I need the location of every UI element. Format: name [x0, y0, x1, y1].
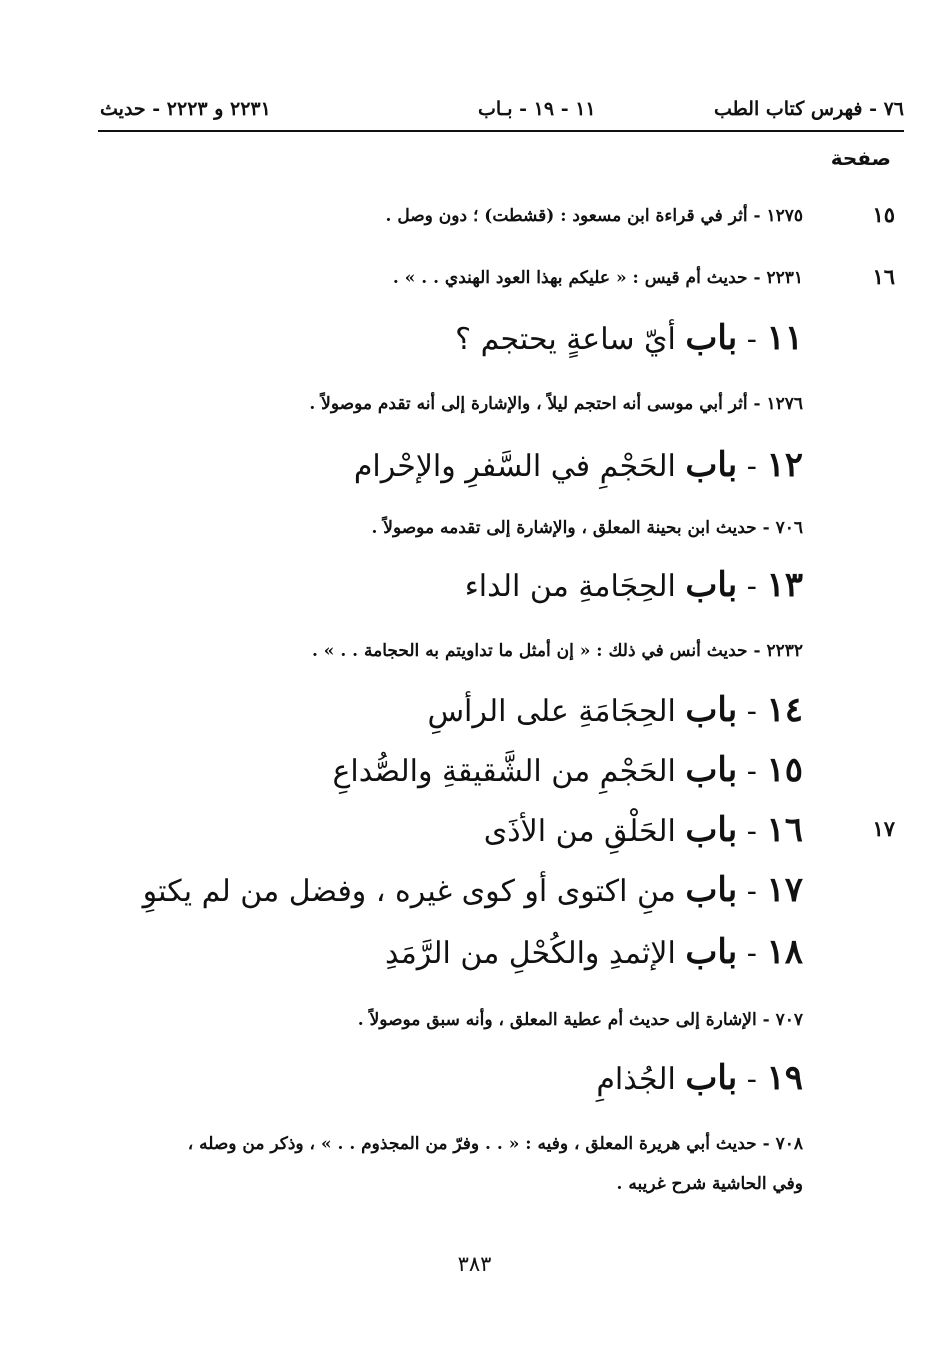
bab-heading: ١٤ - باب الحِجَامَةِ على الرأسِ: [427, 690, 803, 730]
entry-line: ٧٠٨ - حديث أبي هريرة المعلق ، وفيه : « . . وفرّ من المجذوم . . » ، وذكر من وصله ،: [187, 1134, 803, 1154]
index-entry: ٢٢٣٢ - حديث أنس في ذلك : « إن أمثل ما تداويتم به الحجامة . . » .: [311, 641, 803, 661]
header-chapter-title: ٧٦ - فهرس كتاب الطب: [713, 98, 904, 120]
bab-number: ١٧: [766, 870, 803, 910]
bab-heading: ١٢ - باب الحَجْمِ في السَّفرِ والإحْرام: [353, 445, 803, 485]
entry-line: وفي الحاشية شرح غريبه .: [616, 1174, 803, 1194]
bab-word: باب: [685, 318, 738, 358]
page-column-label: صفحة: [830, 146, 891, 170]
bab-heading: ١٧ - باب منِ اكتوى أو كوى غيره ، وفضل من لم يكتوِ: [142, 870, 803, 910]
bab-word: باب: [685, 810, 738, 850]
running-header: [98, 92, 904, 132]
header-hadith-range: ٢٢٣١ و ٢٢٢٣ - حديث: [100, 98, 271, 120]
header-bab-range: ١١ - ١٩ - بـاب: [478, 98, 596, 120]
bab-number: ١١: [766, 318, 803, 358]
page-ref: ١٧: [872, 816, 895, 841]
bab-heading: ١٦ - باب الحَلْقِ من الأذَى: [483, 810, 803, 850]
index-entry: ٧٠٦ - حديث ابن بحينة المعلق ، والإشارة إلى تقدمه موصولاً .: [371, 518, 803, 538]
bab-word: باب: [685, 870, 738, 910]
bab-title: الحِجَامَةِ على الرأسِ: [427, 694, 676, 729]
bab-number: ١٤: [766, 690, 803, 730]
page-ref: ١٦: [872, 264, 895, 289]
index-entry: ٢٢٣١ - حديث أم قيس : « عليكم بهذا العود الهندي . . » .: [392, 268, 803, 288]
bab-heading: ١٨ - باب الإثمدِ والكُحْلِ من الرَّمَدِ: [384, 932, 803, 972]
index-entry: ١٢٧٥ - أثر في قراءة ابن مسعود : (قشطت) ؛ دون وصل .: [385, 206, 803, 226]
index-entry-multiline: [103, 1124, 803, 1204]
bab-heading: ١٩ - باب الجُذامِ: [596, 1058, 803, 1098]
bab-title: الحَلْقِ من الأذَى: [483, 814, 676, 849]
bab-word: باب: [685, 445, 738, 485]
bab-title: الحَجْمِ من الشَّقيقةِ والصُّداعِ: [332, 754, 676, 789]
bab-number: ١٨: [766, 932, 803, 972]
bab-title: أيّ ساعةٍ يحتجم ؟: [455, 322, 676, 357]
bab-number: ١٣: [766, 565, 803, 605]
bab-word: باب: [685, 690, 738, 730]
bab-word: باب: [685, 565, 738, 605]
bab-title: الجُذامِ: [596, 1062, 676, 1097]
index-entry: ١٢٧٦ - أثر أبي موسى أنه احتجم ليلاً ، والإشارة إلى أنه تقدم موصولاً .: [309, 394, 803, 414]
page-number: ٣٨٣: [457, 1252, 492, 1276]
bab-heading: ١١ - باب أيّ ساعةٍ يحتجم ؟: [455, 318, 803, 358]
bab-word: باب: [685, 750, 738, 790]
bab-word: باب: [685, 932, 738, 972]
bab-number: ١٦: [766, 810, 803, 850]
bab-number: ١٢: [766, 445, 803, 485]
bab-word: باب: [685, 1058, 738, 1098]
bab-title: منِ اكتوى أو كوى غيره ، وفضل من لم يكتوِ: [142, 874, 676, 909]
bab-number: ١٩: [766, 1058, 803, 1098]
bab-title: الإثمدِ والكُحْلِ من الرَّمَدِ: [384, 936, 676, 971]
bab-title: الحَجْمِ في السَّفرِ والإحْرام: [353, 449, 676, 484]
bab-number: ١٥: [766, 750, 803, 790]
page-ref: ١٥: [872, 202, 895, 227]
bab-title: الحِجَامةِ من الداء: [464, 569, 676, 604]
bab-heading: ١٣ - باب الحِجَامةِ من الداء: [464, 565, 803, 605]
bab-heading: ١٥ - باب الحَجْمِ من الشَّقيقةِ والصُّداعِ: [332, 750, 803, 790]
index-entry: ٧٠٧ - الإشارة إلى حديث أم عطية المعلق ، وأنه سبق موصولاً .: [357, 1010, 803, 1030]
